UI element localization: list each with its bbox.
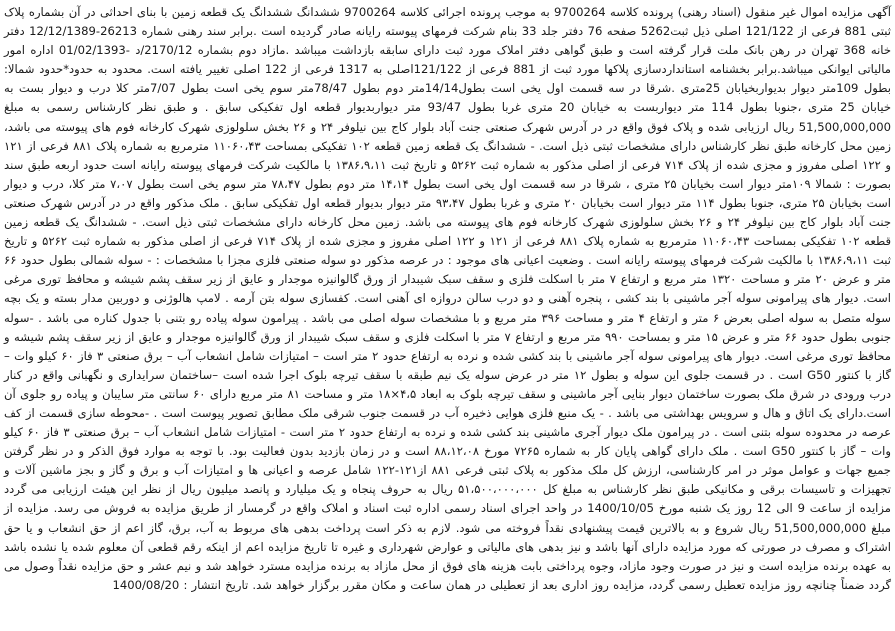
auction-notice-text: آگهی مزایده اموال غیر منقول (اسناد رهنی) پرونده کلاسه 9700264 به موجب پرونده اجرائی کلاسه 9700264 ششدانگ ششدانگ یک قطعه زمین با بنای احداثی در آن بشماره پلاک ثبتی 881 فرعی از 121/122 اصلی ذیل ثبت5262 صفحه 76 دفتر جلد 33 بنام شرکت فرمهای پیوسته رایانه صادر گردیده است .برابر سند رهنی شماره 26213-12/12/1389 دفتر خانه 368 تهران در رهن بانک ملت قرار گرفته است و طبق گواهی دفتر املاک مورد ثبت دارای سابقه بازداشت میباشد .مازاد دوم بشماره 2170/12/د -01/02/1393 اداره امور مالیاتی ایوانکی میباشد.برابر بخشنامه استانداردسازی پلاکها مورد ثبت از 881 فرعی از 121/122اصلی به 1317 فرعی از 122 اصلی تغییر یافته است. محدود به حدود*حدود شمالا: بطول 109متر دیوار بدیواربخیابان 25متری .شرقا در سه قسمت اول یخی است بطول14/14متر دوم بطول 78/47متر سوم یخی است بطول 7/07متر کلا درب و دیوار بست به خیابان 25 متری ،جنوبا بطول 114 متر دیواربست به خیابان 20 متری غربا بطول 93/47 متر دیواربدیوار قطعه اول تفکیکی سابق . و طبق نظر کارشناس رسمی به مبلغ 51,500,000,000 ریال ارزیابی شده و پلاک فوق واقع در در آدرس شهرک صنعتی جنت آباد بلوار کاج بین نیلوفر ۲۴ و ۲۶ بخش سلولوزی شهرک کارخانه فوم های پیوسته می باشد، زمین محل کارخانه طبق نظر کارشناس دارای مشخصات ثبتی ذیل است. - ششدانگ یک قطعه زمین قطعه ۱۰۲ تفکیکی بمساحت ۱۱۰۶۰،۴۳ مترمربع به شماره پلاک ۸۸۱ فرعی از ۱۲۱ و ۱۲۲ اصلی مفروز و مجزی شده از پلاک ۷۱۴ فرعی از اصلی مذکور به شماره ثبت ۵۲۶۲ و تاریخ ثبت ۱۳۸۶،۹،۱۱ با مالکیت شرکت فرمهای پیوسته رایانه است حدود اربعه طبق سند بصورت : شمالا ۱۰۹متر دیوار است بخیابان ۲۵ متری ، شرقا در سه قسمت اول یخی است بطول ۱۴،۱۴ متر دوم بطول ۷۸،۴۷ متر سوم یخی است بطول ۷،۰۷ متر کلا، درب و دیوار است بخیابان ۲۵ متری، جنوبا بطول ۱۱۴ متر دیوار است بخیابان ۲۰ متری و غربا بطول ۹۳،۴۷ متر دیوار بدیوار قطعه اول تفکیکی سابق . ملک مذکور واقع در در آدرس شهرک صنعتی جنت آباد بلوار کاج بین نیلوفر ۲۴ و ۲۶ بخش سلولوزی شهرک کارخانه فوم های پیوسته می باشد. زمین محل کارخانه دارای مشخصات ثبتی ذیل است. - ششدانگ یک قطعه زمین قطعه ۱۰۲ تفکیکی بمساحت ۱۱۰۶۰،۴۳ مترمربع به شماره پلاک ۸۸۱ فرعی از ۱۲۱ و ۱۲۲ اصلی مفروز و مجزی شده از پلاک ۷۱۴ فرعی از اصلی مذکور به شماره ثبت ۵۲۶۲ و تاریخ ثبت ۱۳۸۶،۹،۱۱ با مالکیت شرکت فرمهای پیوسته رایانه است . وضعیت اعیانی های موجود : در عرصه مذکور دو سوله صنعتی فلزی مجزا با مشخصات : - سوله شمالی بطول حدود ۶۶ متر و عرض ۲۰ متر و مساحت ۱۳۲۰ متر مربع و ارتفاع ۷ متر با اسکلت فلزی و سقف سبک شیبدار از ورق گالوانیزه موجدار و عایق از زیر سقف پشم شیشه و محافظ توری مرغی است. دیوار های پیرامونی سوله آجر ماشینی با بند کشی ، پنجره آهنی و دو درب سالن دروازه ای آهنی است. کفسازی سوله بتن آرمه . لامپ هالوژنی و دوربین مدار بسته و یک بچه سوله متصل به سوله اصلی بعرض ۶ متر و ارتفاع ۴ متر و مساحت ۳۹۶ متر مربع و با مشخصات سوله اصلی می باشد . پیرامون سوله پیاده رو بتنی با جدول کناره می باشد . -سوله جنوبی بطول حدود ۶۶ متر و عرض ۱۵ متر و بمساحت ۹۹۰ متر مربع و ارتفاع ۷ متر با اسکلت فلزی و سقف سبک شیبدار از ورق گالوانیزه موجدار و عایق از زیر سقف پشم شیشه و محافظ توری مرغی است. دیوار های پیرامونی سوله آجر ماشینی با بند کشی شده و نرده به ارتفاع حدود ۲ متر است – امتیازات شامل انشعاب آب – برق صنعتی ۳ فاز ۶۰ کیلو وات – گاز با کنتور G50 است . در قسمت جلوی این سوله و بطول ۱۲ متر در عرض سوله یک نیم طبقه با سقف تیرچه بلوک اجرا شده است –ساختمان سرایداری و نگهبانی واقع در کنار درب ورودی در شرق ملک بصورت ساختمان دیوار بنایی آجر ماشینی و سقف تیرچه بلوک به ابعاد ۴،۵×۱۸ متر و مساحت ۸۱ متر مربع دارای ۶۰ سانتی متر سایبان و پیاده رو جلوی آن است.دارای یک اتاق و هال و سرویس بهداشتی می باشد . - یک منبع فلزی هوایی ذخیره آب در قسمت جنوب شرقی ملک مطابق تصویر پیوست است . -محوطه سازی قسمت از کف عرصه در محدوده سوله بتنی است . در پیرامون ملک دیوار آجری ماشینی بند کشی شده و نرده به ارتفاع حدود ۲ متر است - امتیازات شامل انشعاب آب – برق صنعتی ۳ فاز ۶۰ کیلو وات – گاز با کنتور G50 است . ملک دارای گواهی پایان کار به شماره ۷۲۶۵ مورخ ۸۸،۱۲،۰۸ است و در زمان بازدید بدون فعالیت بود. با توجه به موارد فوق الذکر و در نظر گرفتن جمیع جهات و عوامل موثر در امر کارشناسی، ارزش کل ملک مذکور به پلاک ثبتی فرعی ۸۸۱ از۱۲۱-۱۲۲ شامل عرصه و اعیانی ها و امتیازات آب و برق و گاز و بجز ماشین آلات و تجهیزات و تاسیسات برقی و مکانیکی طبق نظر کارشناس به مبلغ کل ۵۱،۵۰۰،۰۰۰،۰۰۰ ریال به حروف پنجاه و یک میلیارد و پانصد میلیون ریال از نظر این هیئت ارزیابی می گردد مزایده از ساعت 9 الی 12 روز یک شنبه مورخ 1400/10/05 در واحد اجرای اسناد رسمی اداره ثبت اسناد و املاک واقع در گرمسار از طریق مزایده به فروش می رسد. مزایده از مبلغ 51,500,000,000 ریال شروع و به بالاترین قیمت پیشنهادی نقداً فروخته می شود. لازم به ذکر است پرداخت بدهی های مربوط به آب، برق، گاز اعم از حق انشعاب و یا حق اشتراک و مصرف در صورتی که مورد مزایده دارای آنها باشد و نیز بدهی های مالیاتی و عوارض شهرداری و غیره تا تاریخ مزایده اعم از اینکه رقم قطعی آن معلوم شده یا نشده باشد به عهده برنده مزایده است و نیز در صورت وجود مازاد، وجوه پرداختی بابت هزینه های فوق از محل مازاد به برنده مزایده مسترد خواهد شد و نیم عشر و حق مزایده نقداً وصول می گردد ضمناً چنانچه روز مزایده تعطیل رسمی گردد، مزایده روز اداری بعد از تعطیلی در همان ساعت و مکان مقرر برگزار خواهد شد. تاریخ انتشار : 1400/08/20 (4, 5, 892, 592)
